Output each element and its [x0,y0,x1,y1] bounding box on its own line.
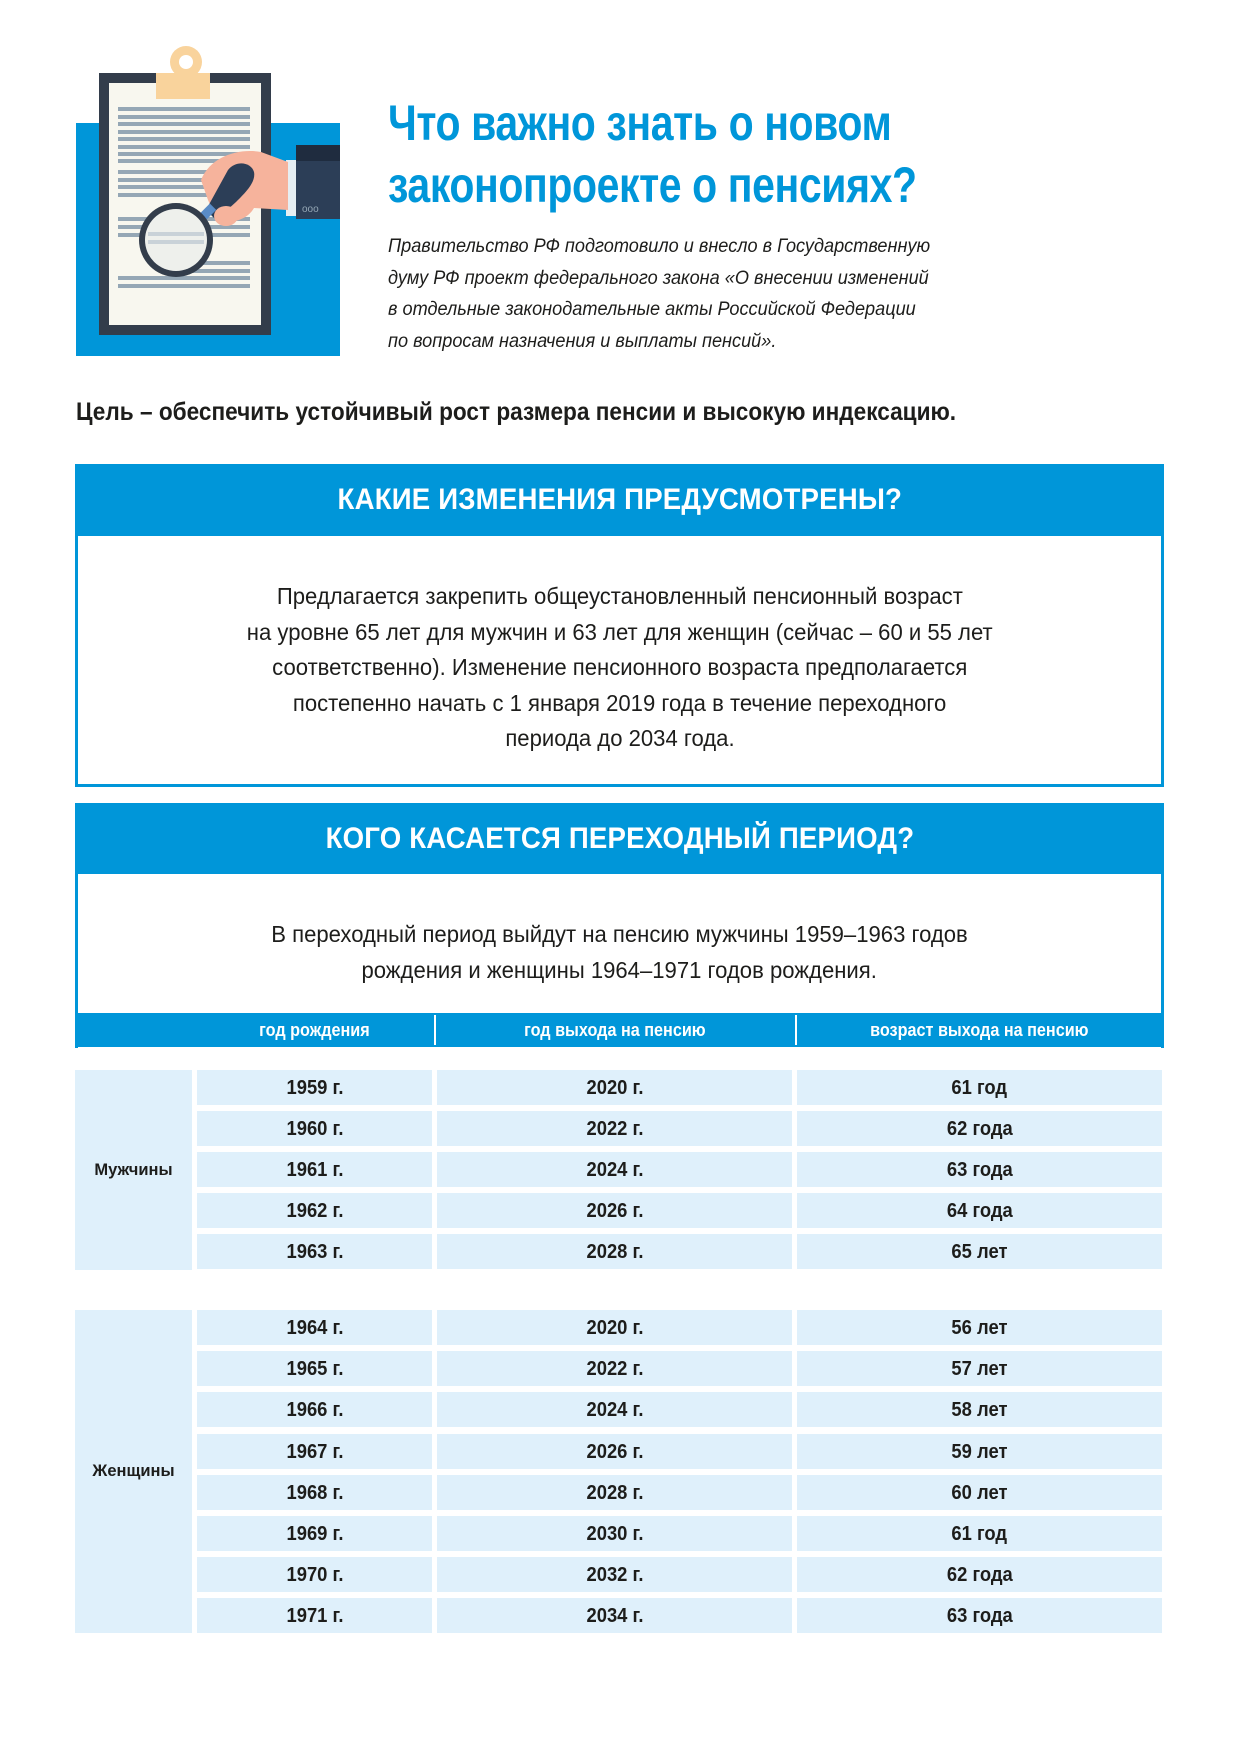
table-cell: 2022 г. [437,1351,792,1386]
table-cell: 2022 г. [437,1111,792,1146]
table-cell: 2028 г. [437,1234,792,1269]
table-cell: 1963 г. [197,1234,432,1269]
changes-line: постепенно начать с 1 января 2019 года в течение переходного [292,689,947,716]
intro-line: в отдельные законодательные акты Российской Федерации [388,298,916,320]
changes-line: на уровне 65 лет для мужчин и 63 лет для женщин (сейчас – 60 и 55 лет [246,618,993,645]
intro-line: по вопросам назначения и выплаты пенсий». [388,329,777,352]
table-cell: 63 года [797,1598,1162,1633]
group-label-women: Женщины [75,1310,192,1633]
changes-heading [75,464,1164,536]
table-cell: 1959 г. [197,1070,432,1105]
svg-text:ooo: ooo [302,204,319,215]
table-cell: 59 лет [797,1434,1162,1469]
table-cell: 61 год [797,1516,1162,1551]
changes-section [75,464,1164,787]
table-cell: 2024 г. [437,1392,792,1427]
table-cell: 62 года [797,1557,1162,1592]
column-header-retirement-age: возраст выхода на пенсию [870,1020,1089,1040]
table-cell: 1961 г. [197,1152,432,1187]
table-cell: 63 года [797,1152,1162,1187]
changes-line: соответственно). Изменение пенсионного возраста предполагается [271,654,968,680]
table-cell: 2020 г. [437,1070,792,1105]
table-cell: 64 года [797,1193,1162,1228]
table-cell: 1960 г. [197,1111,432,1146]
intro-paragraph [388,231,1058,357]
changes-line: Предлагается закрепить общеустановленный пенсионный возраст [276,583,963,609]
table-cell: 2024 г. [437,1152,792,1187]
group-label-men: Мужчины [75,1070,192,1270]
changes-line: периода до 2034 года. [504,725,735,751]
intro-line: Правительство РФ подготовило и внесло в Государственную [388,235,931,257]
transition-line: рождения и женщины 1964–1971 годов рождения. [361,956,878,983]
table-cell: 2026 г. [437,1434,792,1469]
intro-line: думу РФ проект федерального закона «О внесении изменений [388,266,929,289]
table-cell: 2030 г. [437,1516,792,1551]
column-header-retirement-year: год выхода на пенсию [523,1020,706,1040]
changes-body [78,536,1161,757]
changes-heading-text: КАКИЕ ИЗМЕНЕНИЯ ПРЕДУСМОТРЕНЫ? [337,483,902,516]
transition-line: В переходный период выйдут на пенсию мужчины 1959–1963 годов [271,921,968,947]
table-cell: 56 лет [797,1310,1162,1345]
table-cell: 1968 г. [197,1475,432,1510]
table-cell: 1971 г. [197,1598,432,1633]
transition-body [78,874,1161,988]
title-line-2: законопроекте о пенсиях? [388,157,917,213]
table-cell: 58 лет [797,1392,1162,1427]
table-cell: 1962 г. [197,1193,432,1228]
goal-statement: Цель – обеспечить устойчивый рост размера пенсии и высокую индексацию. [76,398,957,426]
table-cell: 1965 г. [197,1351,432,1386]
table-cell: 2028 г. [437,1475,792,1510]
table-cell: 57 лет [797,1351,1162,1386]
transition-heading-text: КОГО КАСАЕТСЯ ПЕРЕХОДНЫЙ ПЕРИОД? [325,822,914,855]
table-cell: 2026 г. [437,1193,792,1228]
table-cell: 1967 г. [197,1434,432,1469]
table-cell: 62 года [797,1111,1162,1146]
table-header [75,1013,1164,1047]
table-cell: 2032 г. [437,1557,792,1592]
table-cell: 2034 г. [437,1598,792,1633]
transition-section [75,803,1164,1048]
table-cell: 60 лет [797,1475,1162,1510]
table-cell: 65 лет [797,1234,1162,1269]
column-divider [434,1015,436,1045]
table-cell: 1969 г. [197,1516,432,1551]
table-cell: 2020 г. [437,1310,792,1345]
clipboard-magnifier-illustration [76,40,340,356]
table-cell: 1970 г. [197,1557,432,1592]
table-cell: 1964 г. [197,1310,432,1345]
table-cell: 1966 г. [197,1392,432,1427]
column-header-birth-year: год рождения [259,1020,370,1040]
table-cell: 61 год [797,1070,1162,1105]
transition-heading [75,803,1164,874]
title-line-1: Что важно знать о новом [388,95,892,151]
page-title [388,92,978,216]
